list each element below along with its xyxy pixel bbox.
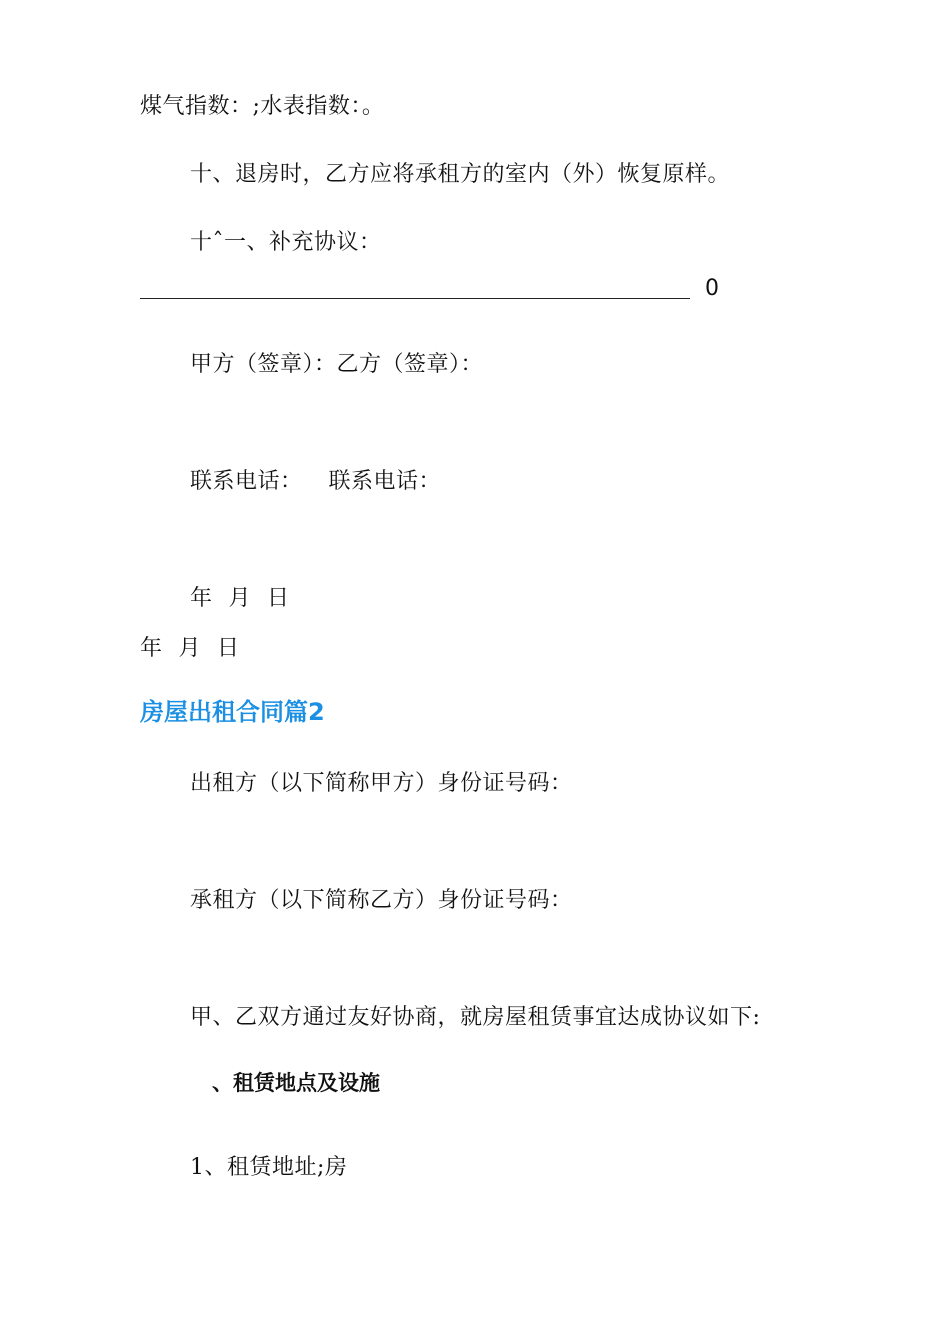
lessor-id-line: 出租方（以下简称甲方）身份证号码： [190, 771, 573, 796]
date-2-month: 月 [178, 636, 202, 661]
signature-line [190, 350, 483, 380]
clause-11-text: 十ˆ一、补充协议： [190, 230, 382, 255]
date-line-2 [140, 634, 256, 664]
party-b-contact-label: 联系电话： [328, 469, 442, 494]
date-2-year: 年 [140, 636, 163, 661]
lessee-id-line: 承租方（以下简称乙方）身份证号码： [190, 888, 573, 913]
party-a-signature-label: 甲方（签章）： [190, 352, 337, 377]
date-2-day: 日 [217, 636, 240, 661]
date-1-day: 日 [267, 586, 290, 611]
clause-10-text: 十、退房时，乙方应将承租方的室内（外）恢复原样。 [190, 162, 731, 187]
date-1-year: 年 [190, 586, 213, 611]
supplementary-blank-line [140, 298, 690, 299]
date-line-1 [190, 584, 306, 614]
section-heading: 房屋出租合同篇2 [140, 698, 325, 726]
blank-end-mark: 0 [705, 276, 719, 301]
contact-line [190, 467, 441, 497]
date-1-month: 月 [228, 586, 252, 611]
gas-water-reading-line: 煤气指数：;水表指数：。 [140, 94, 385, 119]
agreement-intro-line: 甲、乙双方通过友好协商，就房屋租赁事宜达成协议如下: [190, 1005, 761, 1030]
party-a-contact-label: 联系电话： [190, 469, 303, 494]
rental-address-item: 1、租赁地址;房 [190, 1155, 348, 1180]
rental-location-subheading: 、租赁地点及设施 [212, 1071, 380, 1095]
party-b-signature-label: 乙方（签章）： [336, 352, 484, 377]
